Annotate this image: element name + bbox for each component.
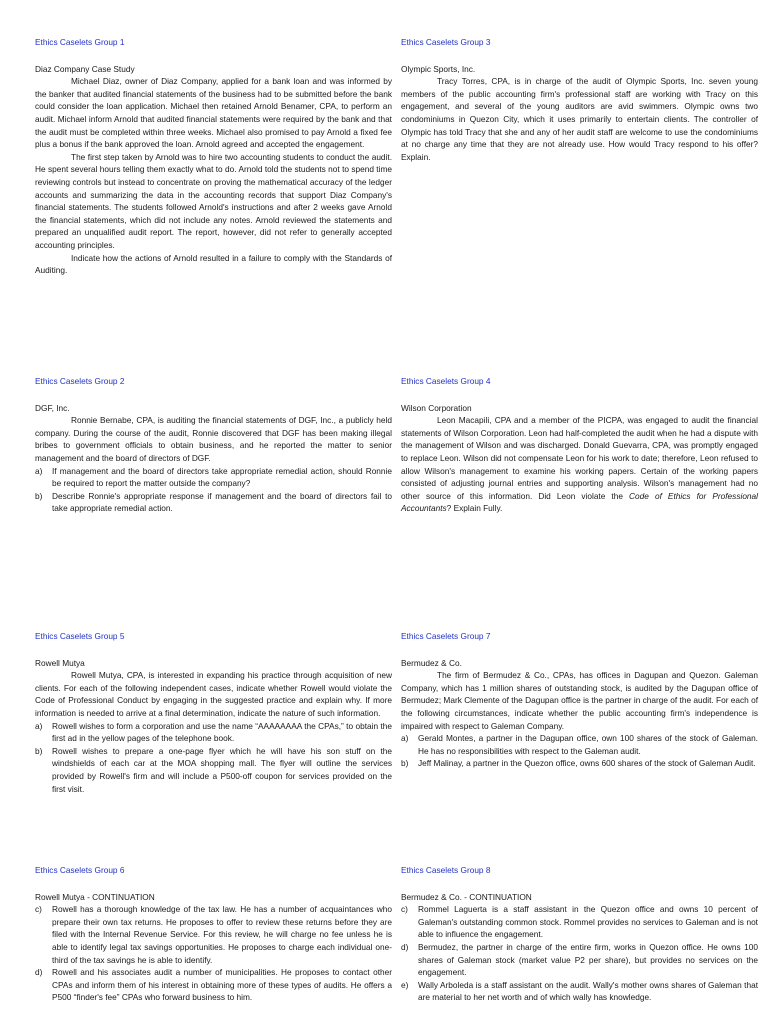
caselet-group-3: [401, 36, 758, 163]
group-8-title: Ethics Caselets Group 8: [401, 865, 491, 875]
list-item: [401, 757, 758, 770]
group-5-subtitle: Rowell Mutya: [35, 657, 85, 668]
group-2-title: Ethics Caselets Group 2: [35, 376, 125, 386]
caselet-group-1: [35, 36, 392, 277]
item-marker: c): [35, 904, 42, 915]
group-7-circumstance-list: [401, 732, 758, 770]
group-1-paragraph-3: Indicate how the actions of Arnold resulted in a failure to comply with the Standards of Auditing.: [35, 252, 392, 276]
item-marker: a): [401, 733, 409, 744]
group-1-paragraph-1: Michael Diaz, owner of Diaz Company, applied for a bank loan and was informed by the banker that audited financial statements of the business had to be submitted before the bank could consider the loan application. Michael then retained Arnold Benamer, CPA, to perform an audit. Michael inform Arnold that audited financial statements were required by the bank and that the audit must be completed within three weeks. Michael also promised to pay Arnold a fixed fee plus a bonus if the bank approved the loan. Arnold agreed and accepted the engagement.: [35, 76, 392, 150]
item-marker: b): [401, 758, 409, 769]
item-text: Describe Ronnie's appropriate response if management and the board of directors fail to take appropriate remedial action.: [52, 490, 392, 514]
group-2-paragraph-1: Ronnie Bernabe, CPA, is auditing the financial statements of DGF, Inc., a publicly held company. During the course of the audit, Ronnie discovered that DGF has been making illegal bribes to government officials to obtain business, and he reported the matter to senior management and the board of directors of DGF.: [35, 415, 392, 463]
item-marker: a): [35, 465, 43, 476]
group-1-subtitle: Diaz Company Case Study: [35, 63, 135, 74]
item-text: Gerald Montes, a partner in the Dagupan office, own 100 shares of the stock of Galeman. He has no responsibilities with respect to the Galeman audit.: [418, 733, 758, 756]
group-5-title: Ethics Caselets Group 5: [35, 631, 125, 641]
group-4-text: Leon Macapili, CPA and a member of the PICPA, was engaged to audit the financial statements of Wilson Corporation. Leon had half-completed the audit when he had a dispute with the management of Wilson and was discharged. Donald Guevarra, CPA, was promptly engaged to replace Leon. Wilson did not compensate Leon for his work to date; therefore, Leon refused to allow Wilson's management to examine his working papers. Certain of the working papers consisted of adjusting journal entries and supporting analysis. Wilson's management had no other source of this information. Did Leon violate the: [401, 415, 758, 501]
group-4-subtitle: Wilson Corporation: [401, 402, 472, 413]
item-marker: b): [35, 745, 43, 756]
item-text: Jeff Malinay, a partner in the Quezon office, owns 600 shares of the stock of Galeman Audit.: [418, 758, 756, 769]
item-marker: a): [35, 720, 43, 731]
list-item: [35, 720, 392, 745]
group-3-title: Ethics Caselets Group 3: [401, 37, 491, 47]
item-marker: c): [401, 904, 408, 915]
group-6-subtitle: Rowell Mutya - CONTINUATION: [35, 891, 155, 902]
group-6-case-list: [35, 903, 392, 1004]
group-4-title: Ethics Caselets Group 4: [401, 376, 491, 386]
group-1-title: Ethics Caselets Group 1: [35, 37, 125, 47]
group-3-paragraph-1: Tracy Torres, CPA, is in charge of the audit of Olympic Sports, Inc. seven young members of the public accounting firm's professional staff are working with Tracy on this engagement, and several of the young auditors are avid swimmers. Olympic owns two condominiums in Quezon City, which it uses primarily to entertain clients. The controller of Olympic has told Tracy that she and any of her audit staff are welcome to use the condominiums at no charge any time that they are not already use. How would Tracy respond to his offer? Explain.: [401, 76, 758, 162]
item-marker: d): [401, 941, 409, 952]
item-text: Rowell has a thorough knowledge of the tax law. He has a number of acquaintances who prepare their own tax returns. He proposes to offer to review these returns before they are filed with the Internal Revenue Service. For this review, he will charge no fee unless he is able to identify legal tax savings opportunities. He proposes to charge each individual one-third of the tax savings he is able to identify.: [52, 904, 392, 965]
group-7-title: Ethics Caselets Group 7: [401, 631, 491, 641]
caselet-group-2: [35, 375, 392, 515]
item-text: If management and the board of directors take appropriate remedial action, should Ronnie be required to report the matter outside the company?: [52, 465, 392, 489]
group-3-subtitle: Olympic Sports, Inc.: [401, 63, 476, 74]
item-text: Rowell and his associates audit a number of municipalities. He proposes to contact other CPAs and inform them of his interest in obtaining more of these types of audits. He offers a P500 “finder's fee” CPAs who forward business to him.: [52, 967, 392, 1003]
list-item: [35, 490, 392, 515]
item-text: Rowell wishes to form a corporation and use the name “AAAAAAAA the CPAs,” to obtain the first ad in the yellow pages of the telephone book.: [52, 720, 392, 744]
group-7-paragraph-1: The firm of Bermudez & Co., CPAs, has offices in Dagupan and Quezon. Galeman Company, which has 1 million shares of outstanding stock, is audited by the Dagupan office of Bermudez; Mark Clemente of the Dagupan office is the partner in charge of the audit. For each of the following circumstances, indicate whether the public accounting firm's independence is impaired with respect to Galeman Company.: [401, 670, 758, 731]
list-item: [401, 903, 758, 941]
list-item: [401, 979, 758, 1004]
list-item: [401, 941, 758, 979]
item-text: Rommel Laguerta is a staff assistant in the Quezon office and owns 10 percent of Galeman's outstanding common stock. Rommel provides no services to Galeman and is not able to influence the engagement.: [418, 904, 758, 940]
caselet-group-7: [401, 630, 758, 770]
item-text: Bermudez, the partner in charge of the entire firm, works in Quezon office. He owns 100 shares of Galeman stock (market value P2 per share), but provides no services on the engagement.: [418, 941, 758, 978]
caselet-group-8: [401, 864, 758, 1004]
group-7-subtitle: Bermudez & Co.: [401, 657, 462, 668]
group-1-paragraph-2: The first step taken by Arnold was to hire two accounting students to conduct the audit. He spent several hours telling them exactly what to do. Arnold told the students not to spend time reviewing controls but instead to concentrate on proving the mathematical accuracy of the ledger accounts and summarizing the data in the accounting records that support Diaz Company's financial statements. The students followed Arnold's instructions and after 2 weeks gave Arnold the financial statements, which did not include any notes. Arnold reviewed the statements and prepared an unqualified audit report. The report, however, did not refer to generally accepted accounting principles.: [35, 151, 392, 250]
group-4-paragraph-1: [401, 414, 758, 515]
group-2-subtitle: DGF, Inc.: [35, 402, 70, 413]
list-item: [401, 732, 758, 757]
group-8-subtitle: Bermudez & Co. - CONTINUATION: [401, 891, 532, 902]
group-2-question-list: [35, 465, 392, 515]
code-of-ethics-reference: Code of Ethics for Professional Accountants: [401, 490, 759, 514]
group-5-case-list: [35, 720, 392, 796]
group-4-text-end: ? Explain Fully.: [446, 503, 503, 514]
group-5-paragraph-1: Rowell Mutya, CPA, is interested in expanding his practice through acquisition of new clients. For each of the following independent cases, indicate whether Rowell would violate the Code of Professional Conduct by engaging in the suggested practice and explain why. If more information is needed to arrive at a final determination, indicate the nature of such information.: [35, 670, 392, 718]
list-item: [35, 465, 392, 490]
caselet-group-4: [401, 375, 758, 515]
caselet-group-6: [35, 864, 392, 1004]
item-text: Wally Arboleda is a staff assistant on the audit. Wally's mother owns shares of Galeman that are material to her net worth and of which wally has knowledge.: [418, 979, 758, 1003]
group-8-circumstance-list: [401, 903, 758, 1004]
list-item: [35, 903, 392, 966]
item-marker: d): [35, 967, 43, 978]
caselet-group-5: [35, 630, 392, 795]
list-item: [35, 966, 392, 1004]
group-6-title: Ethics Caselets Group 6: [35, 865, 125, 875]
item-text: Rowell wishes to prepare a one-page flyer which he will have his son stuff on the windshields of each car at the MOA shopping mall. The flyer will outline the services provided by Rowell's firm and will include a P500-off coupon for services provided on the first visit.: [52, 745, 392, 794]
item-marker: b): [35, 490, 43, 501]
list-item: [35, 745, 392, 795]
item-marker: e): [401, 979, 409, 990]
